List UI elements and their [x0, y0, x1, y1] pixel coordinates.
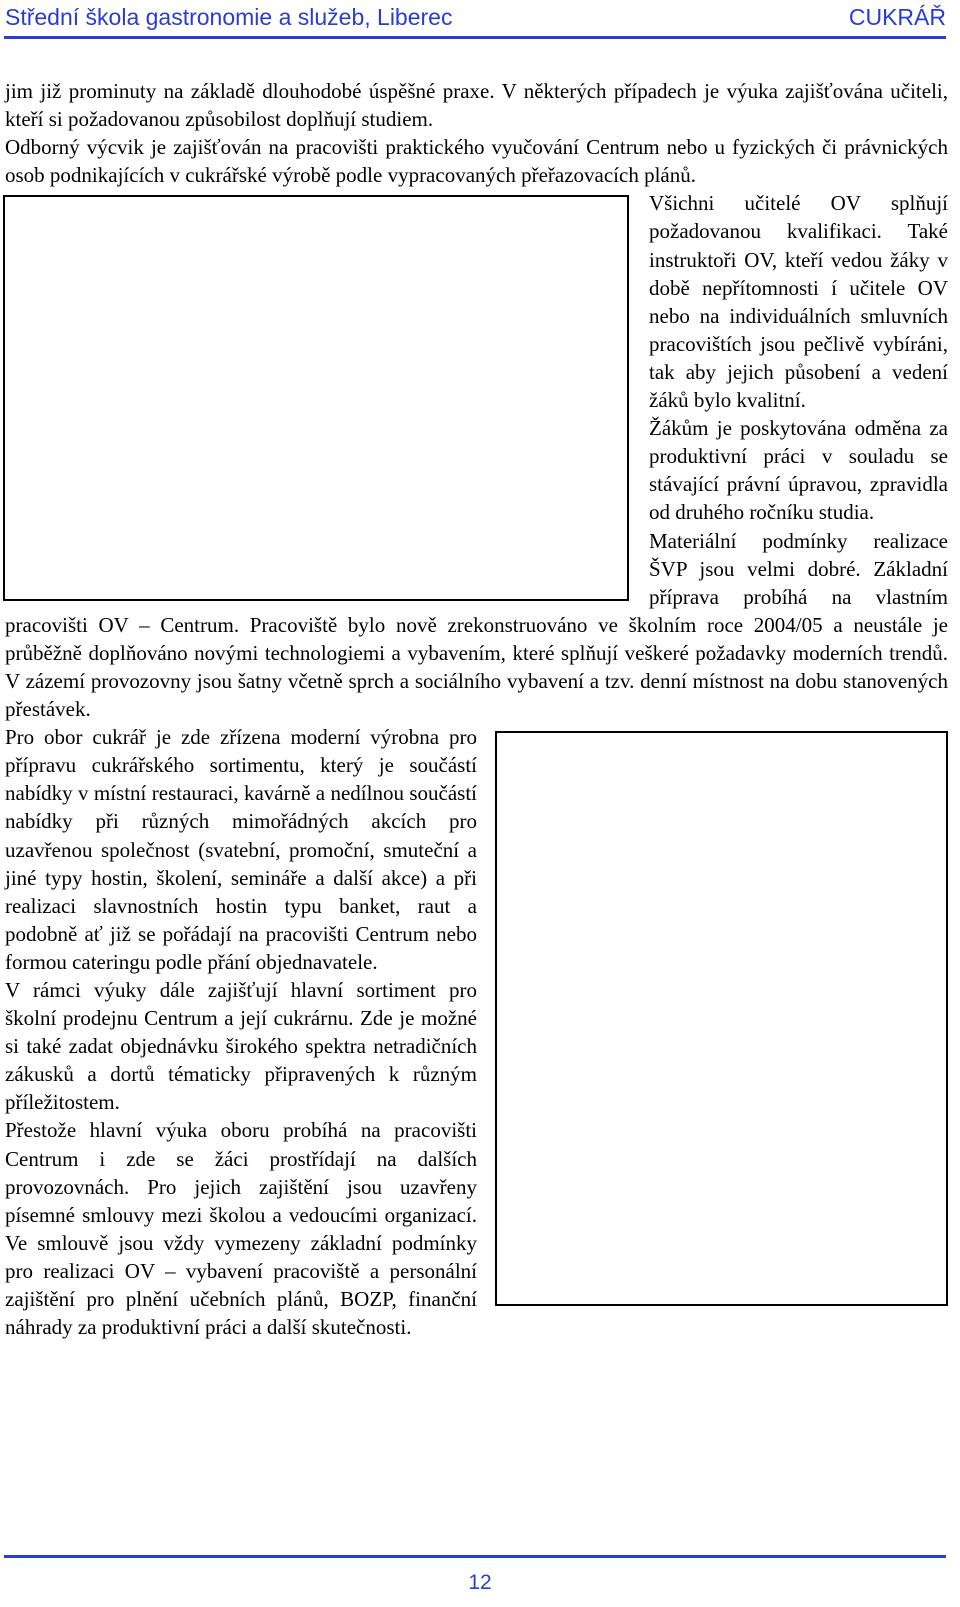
paragraph-2: Odborný výcvik je zajišťován na pracovišti praktického vyučování Centrum nebo u fyzických či právnických osob podnikajících v cukrářské výrobě podle vypracovaných přeřazovacích plánů.	[5, 135, 948, 188]
document-body	[5, 77, 948, 1341]
paragraph-1: jim již prominuty na základě dlouhodobé úspěšné praxe. V některých případech je výuka zajišťována učiteli, kteří si požadovanou způsobilost doplňují studiem.	[5, 79, 948, 132]
page-number: 12	[468, 1571, 492, 1594]
paragraph-7: V rámci výuky dále zajišťují hlavní sortiment pro školní prodejnu Centrum a její cukrárnu. Zde je možné si také zadat objednávku širokého spektra netradičních zákusků a dortů tématicky připravených k různým příležitostem.	[5, 978, 477, 1115]
header-rule	[4, 36, 946, 39]
paragraph-3: Všichni učitelé OV splňují požadovanou kvalifikaci. Také instruktoři OV, kteří vedou žáky v době nepřítomnosti í učitele OV nebo na individuálních smluvních pracovištích jsou pečlivě vybíráni, tak aby jejich působení a vedení žáků bylo kvalitní.	[649, 191, 948, 413]
image-placeholder-1	[3, 195, 629, 601]
paragraph-4: Žákům je poskytována odměna za produktivní práci v souladu se stávající právní úpravou, zpravidla od druhého ročníku studia.	[649, 416, 948, 525]
paragraph-6: Pro obor cukrář je zde zřízena moderní výrobna pro přípravu cukrářského sortimentu, který je součástí nabídky v místní restauraci, kavárně a nedílnou součástí nabídky při různých mimořádných akcích pro uzavřenou společnost (svatební, promoční, smuteční a jiné typy hostin, školení, semináře a další akce) a při realizaci slavnostních hostin typu banket, raut a podobně ať již se pořádají na pracovišti Centrum nebo formou cateringu podle přání objednavatele.	[5, 725, 477, 974]
page-header	[0, 0, 960, 48]
image-placeholder-2	[495, 731, 948, 1306]
footer-rule	[4, 1555, 946, 1558]
paragraph-8: Přestože hlavní výuka oboru probíhá na pracovišti Centrum i zde se žáci prostřídají na dalších provozovnách. Pro jejich zajištění jsou uzavřeny písemné smlouvy mezi školou a vedoucími organizací. Ve smlouvě jsou vždy vymezeny základní podmínky pro realizaci OV – vybavení pracoviště a personální zajištění pro plnění učebních plánů, BOZP, finanční náhrady za produktivní práci a další skutečnosti.	[5, 1118, 477, 1340]
school-name: Střední škola gastronomie a služeb, Liberec	[5, 4, 453, 30]
program-name: CUKRÁŘ	[848, 4, 946, 30]
paragraph-5: Materiální podmínky realizace ŠVP jsou velmi dobré. Základní příprava probíhá na vlastním pracovišti OV – Centrum. Pracoviště bylo nově zrekonstruováno ve školním roce 2004/05 a neustále je průběžně doplňováno novými technologiemi a vybavením, které splňují veškeré požadavky moderních trendů. V zázemí provozovny jsou šatny včetně sprch a sociálního vybavení a tzv. denní místnost na dobu stanovených přestávek.	[5, 528, 948, 722]
